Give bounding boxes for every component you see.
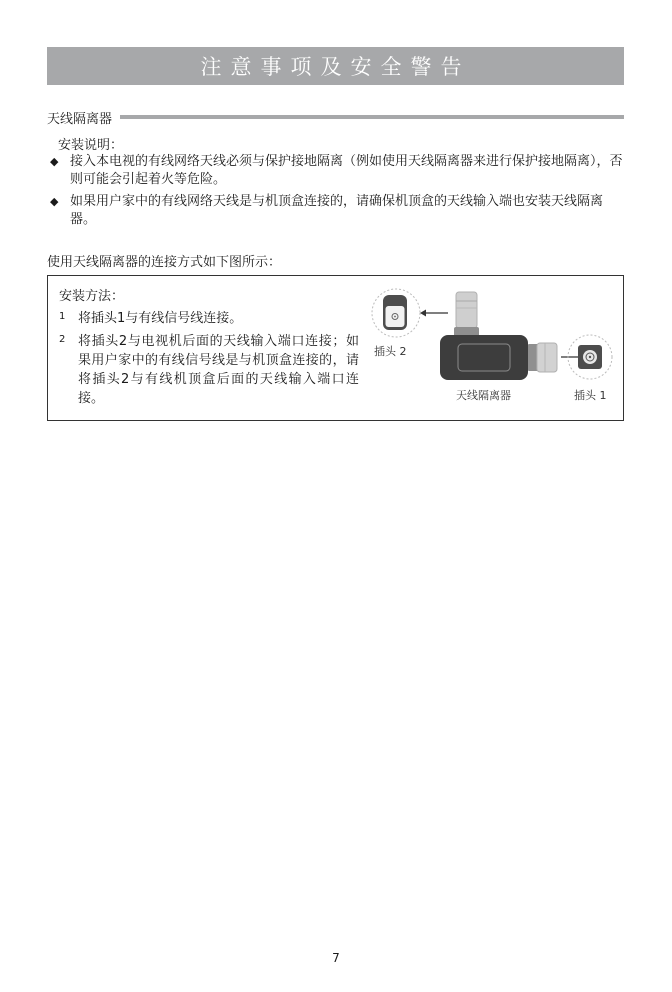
step-number: 1 xyxy=(59,311,66,322)
step-text: 将插头1与有线信号线连接。 xyxy=(78,311,243,326)
install-notes-title: 安装说明： xyxy=(58,138,124,153)
section-title: 天线隔离器 xyxy=(47,111,113,127)
list-item: ◆ 接入本电视的有线网络天线必须与保护接地隔离（例如使用天线隔离器来进行保护接地隔离），否则可能会引起着火等危险。 xyxy=(50,154,623,187)
step-text: 将插头2与电视机后面的天线输入端口连接；如果用户家中的有线信号线是与机顶盒连接的，请将插头2与有线机顶盒后面的天线输入端口连接。 xyxy=(78,334,359,406)
step-number: 2 xyxy=(59,334,66,345)
page-number: 7 xyxy=(332,951,340,965)
arrow-left-icon xyxy=(420,310,448,317)
install-step xyxy=(59,309,359,328)
title-banner xyxy=(47,47,624,85)
diamond-bullet-icon: ◆ xyxy=(50,195,59,208)
diamond-bullet-icon: ◆ xyxy=(50,155,59,168)
section-heading xyxy=(47,107,624,127)
plug-2-label: 插头 2 xyxy=(374,345,407,358)
isolator-label: 天线隔离器 xyxy=(456,389,511,402)
bullet-list xyxy=(50,153,630,233)
install-method-box xyxy=(47,275,624,421)
plug-2-icon xyxy=(372,289,420,337)
isolator-diagram xyxy=(368,281,620,415)
page-title: 注意事项及安全警告 xyxy=(200,55,471,79)
install-step xyxy=(59,332,359,408)
connection-intro: 使用天线隔离器的连接方式如下图所示： xyxy=(47,255,282,270)
antenna-isolator-icon xyxy=(440,292,557,380)
list-item: ◆ 如果用户家中的有线网络天线是与机顶盒连接的，请确保机顶盒的天线输入端也安装天线隔离器。 xyxy=(50,194,604,227)
install-method-title: 安装方法： xyxy=(59,289,125,304)
plug-1-label: 插头 1 xyxy=(574,389,607,402)
section-rule xyxy=(120,115,624,119)
